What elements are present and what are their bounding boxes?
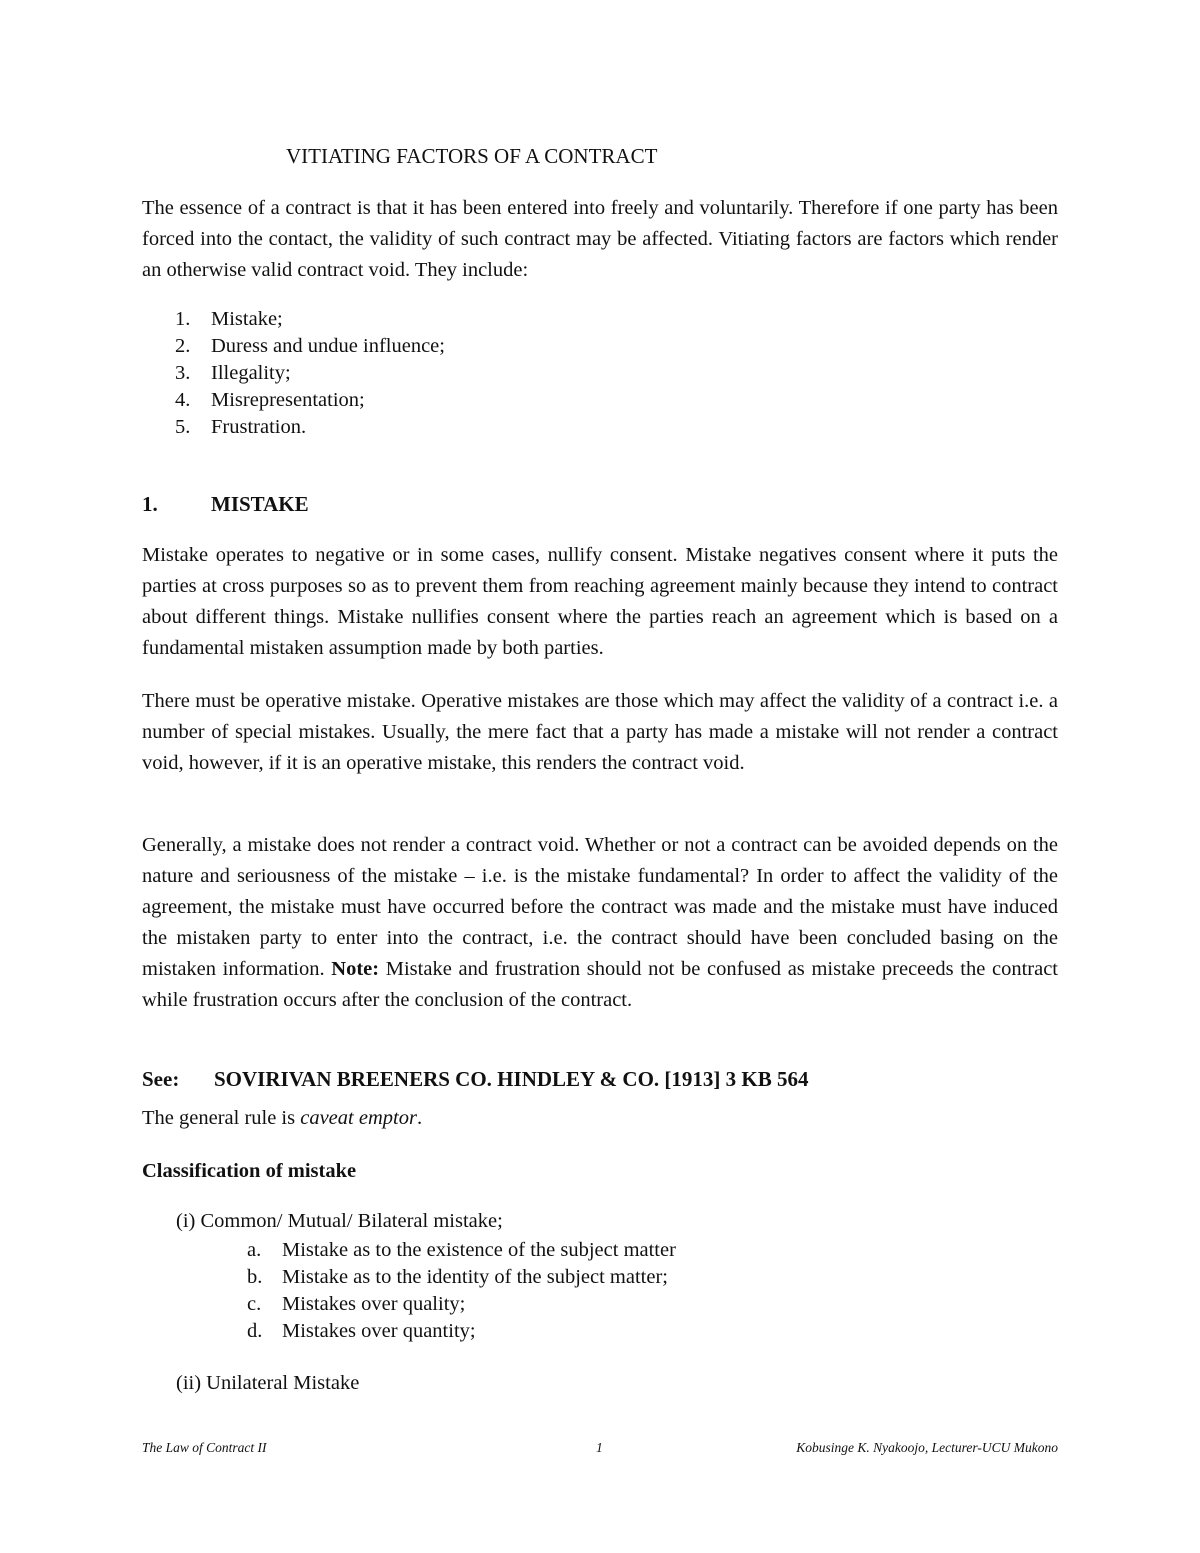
list-item-text: Mistakes over quantity;: [282, 1320, 476, 1342]
list-item-number: 4.: [175, 389, 191, 411]
list-item-text: Mistake;: [211, 308, 283, 330]
list-item: [247, 1237, 676, 1264]
classification-item-common: (i) Common/ Mutual/ Bilateral mistake;: [176, 1210, 503, 1232]
footer-course-title: The Law of Contract II: [142, 1440, 267, 1455]
rule-prefix: The general rule is: [142, 1107, 301, 1129]
case-citation: SOVIRIVAN BREENERS CO. HINDLEY & CO. [1913] 3 KB 564: [214, 1067, 809, 1091]
intro-paragraph: The essence of a contract is that it has been entered into freely and voluntarily. Therefore if one party has been forced into the contact, the validity of such contract may be affected. Vitiating factors are factors which render an otherwise valid contract void. They include:: [142, 197, 1058, 281]
see-label: See:: [142, 1067, 180, 1091]
list-item: [142, 387, 445, 414]
general-rule: [142, 1107, 422, 1130]
list-item-text: Duress and undue influence;: [211, 335, 445, 357]
section-title: MISTAKE: [211, 492, 309, 516]
mistake-paragraph-1: Mistake operates to negative or in some cases, nullify consent. Mistake negatives consent where it puts the parties at cross purposes so as to prevent them from reaching agreement mainly because they intend to contract about different things. Mistake nullifies consent where the parties reach an agreement which is based on a fundamental mistaken assumption made by both parties.: [142, 544, 1058, 659]
list-item: [247, 1318, 676, 1345]
classification-item-unilateral: (ii) Unilateral Mistake: [176, 1372, 360, 1394]
list-item: [142, 333, 445, 360]
footer-page-number: 1: [596, 1440, 603, 1455]
list-item: [142, 360, 445, 387]
list-item-text: Mistake as to the existence of the subject matter: [282, 1239, 676, 1261]
note-label: Note:: [331, 958, 380, 980]
common-mistake-list: [247, 1237, 676, 1345]
list-item-number: 5.: [175, 416, 191, 438]
list-item-letter: c.: [247, 1293, 262, 1315]
list-item: [142, 306, 445, 333]
list-item-number: 1.: [175, 308, 191, 330]
section-heading-mistake: [142, 492, 309, 517]
list-item-number: 2.: [175, 335, 191, 357]
paragraph-text: Generally, a mistake does not render a contract void. Whether or not a contract can be avoided depends on the nature and seriousness of the mistake – i.e. is the mistake fundamental? In order to affect the validity of the agreement, the mistake must have occurred before the contract was made and the mistake must have induced the mistaken party to enter into the contract, i.e. the contract should have been concluded basing on the mistaken information.: [142, 834, 1058, 980]
list-item-text: Mistake as to the identity of the subject matter;: [282, 1266, 668, 1288]
mistake-paragraph-2: There must be operative mistake. Operative mistakes are those which may affect the validity of a contract i.e. a number of special mistakes. Usually, the mere fact that a party has made a mistake will not render a contract void, however, if it is an operative mistake, this renders the contract void.: [142, 690, 1058, 774]
section-number: 1.: [142, 492, 158, 516]
case-reference: [142, 1067, 809, 1092]
list-item-number: 3.: [175, 362, 191, 384]
list-item: [247, 1291, 676, 1318]
list-item: [247, 1264, 676, 1291]
footer-author: Kobusinge K. Nyakoojo, Lecturer-UCU Mukono: [796, 1440, 1058, 1455]
document-title: VITIATING FACTORS OF A CONTRACT: [286, 144, 658, 168]
rule-term: caveat emptor: [300, 1107, 417, 1129]
rule-suffix: .: [416, 1107, 423, 1129]
list-item-text: Frustration.: [211, 416, 307, 438]
list-item-letter: d.: [247, 1320, 263, 1342]
list-item-letter: a.: [247, 1239, 262, 1261]
list-item-text: Misrepresentation;: [211, 389, 365, 411]
page-footer: [142, 1440, 1058, 1460]
list-item-text: Illegality;: [211, 362, 291, 384]
paragraph-text: Mistake and frustration should not be confused as mistake preceeds the contract while frustration occurs after the conclusion of the contract.: [142, 958, 1058, 1011]
list-item-text: Mistakes over quality;: [282, 1293, 466, 1315]
mistake-paragraph-3: [142, 830, 1058, 1016]
list-item: [142, 414, 445, 441]
vitiating-factors-list: [142, 306, 445, 441]
list-item-letter: b.: [247, 1266, 263, 1288]
classification-heading: Classification of mistake: [142, 1160, 357, 1182]
